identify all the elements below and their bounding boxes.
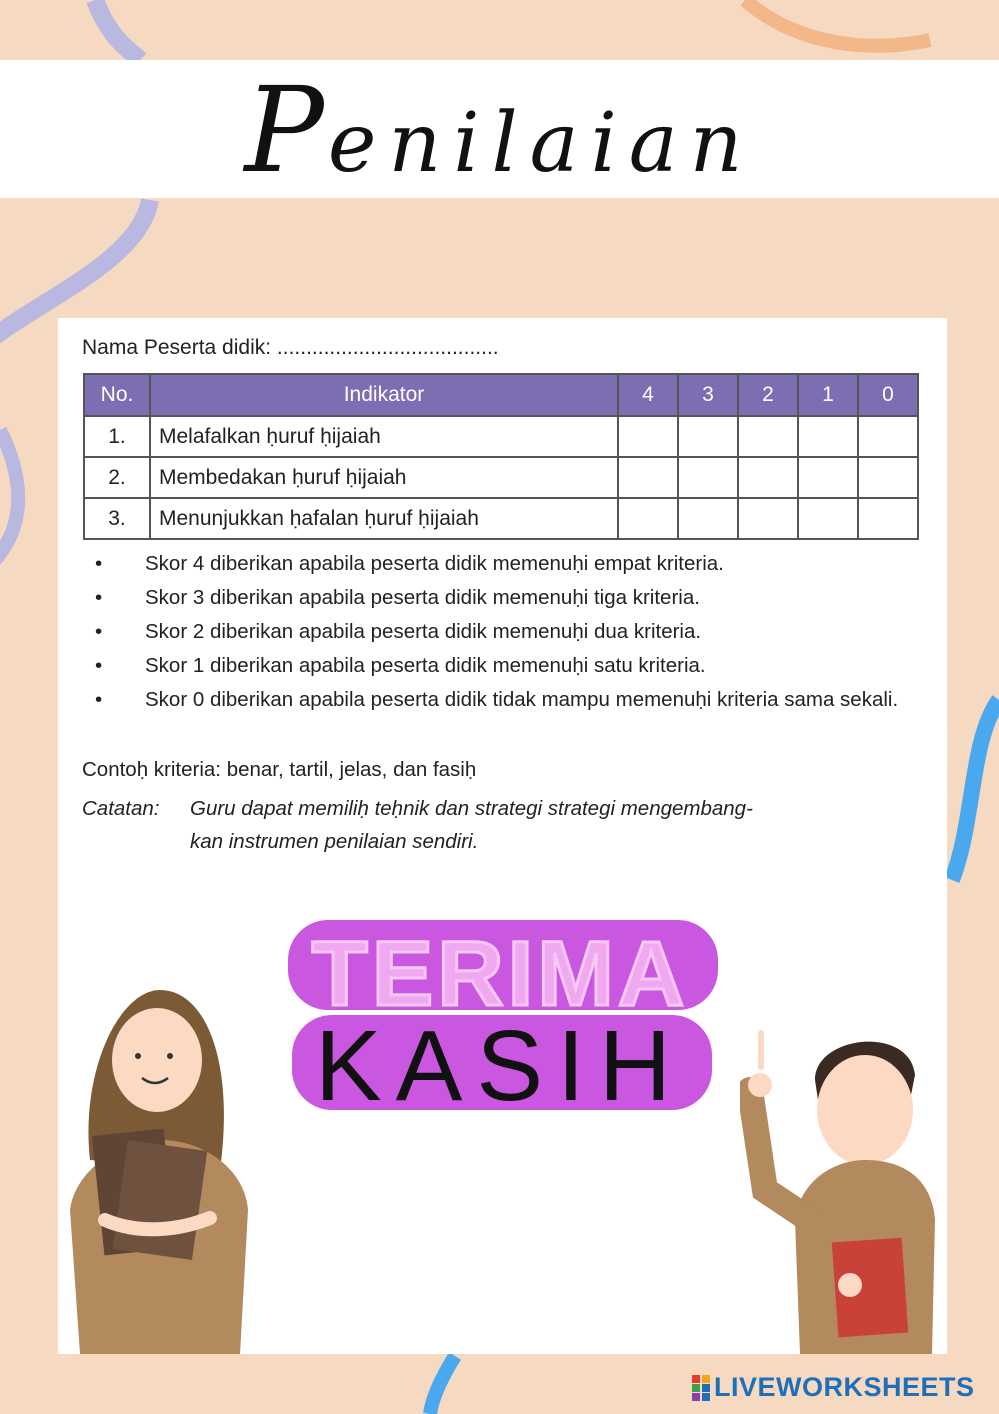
thanks-line-2: KASIH — [314, 1010, 686, 1122]
liveworksheets-logo-icon — [692, 1375, 710, 1401]
header-score-4: 4 — [618, 374, 678, 416]
teacher-note — [82, 792, 922, 858]
bullet: • — [95, 654, 103, 677]
bullet: • — [95, 620, 103, 643]
header-score-0: 0 — [858, 374, 918, 416]
student-name-label: Nama Peserta didik: ...................................... — [82, 336, 499, 359]
example-criteria: Contoḥ kriteria: benar, tartil, jelas, dan fasiḥ — [82, 758, 477, 781]
row-indicator: Membedakan ḥuruf ḥijaiah — [150, 457, 618, 498]
thank-you-sticker — [270, 900, 730, 1130]
table-row — [84, 457, 918, 498]
header-score-1: 1 — [798, 374, 858, 416]
row-indicator: Menunjukkan ḥafalan ḥuruf ḥijaiah — [150, 498, 618, 539]
scoring-criteria-list — [95, 547, 919, 717]
liveworksheets-brand — [692, 1372, 975, 1403]
score-cell-2[interactable] — [738, 457, 798, 498]
list-item: • Skor 3 diberikan apabila peserta didik memenuḥi tiga kriteria. — [95, 581, 919, 615]
score-cell-0[interactable] — [858, 498, 918, 539]
table-row — [84, 498, 918, 539]
score-cell-1[interactable] — [798, 457, 858, 498]
score-cell-4[interactable] — [618, 416, 678, 457]
row-number: 2. — [84, 457, 150, 498]
score-cell-4[interactable] — [618, 457, 678, 498]
list-item: • Skor 2 diberikan apabila peserta didik memenuḥi dua kriteria. — [95, 615, 919, 649]
score-cell-3[interactable] — [678, 416, 738, 457]
row-number: 1. — [84, 416, 150, 457]
note-label: Catatan: — [82, 797, 160, 820]
table-header-row — [84, 374, 918, 416]
header-score-2: 2 — [738, 374, 798, 416]
female-teacher-illustration — [60, 980, 260, 1354]
bullet: • — [95, 586, 103, 609]
score-cell-1[interactable] — [798, 416, 858, 457]
header-no: No. — [84, 374, 150, 416]
header-indicator: Indikator — [150, 374, 618, 416]
note-line-1: Guru dapat memiliḥ teḥnik dan strategi strategi mengembang- — [190, 797, 753, 820]
brand-name: LIVEWORKSHEETS — [714, 1372, 975, 1402]
header-score-3: 3 — [678, 374, 738, 416]
bullet: • — [95, 688, 103, 711]
note-line-2: kan instrumen penilaian sendiri. — [190, 830, 479, 853]
page-title: Penilaian — [244, 61, 755, 199]
score-cell-1[interactable] — [798, 498, 858, 539]
table-row — [84, 416, 918, 457]
list-item: • Skor 0 diberikan apabila peserta didik tidak mampu memenuḥi kriteria sama sekali. — [95, 683, 919, 717]
male-teacher-illustration — [740, 1020, 940, 1354]
thanks-line-1: TERIMA — [311, 923, 689, 1025]
score-cell-3[interactable] — [678, 498, 738, 539]
score-cell-2[interactable] — [738, 498, 798, 539]
assessment-table — [83, 373, 919, 540]
score-cell-4[interactable] — [618, 498, 678, 539]
bullet: • — [95, 552, 103, 575]
list-item: • Skor 4 diberikan apabila peserta didik memenuḥi empat kriteria. — [95, 547, 919, 581]
score-cell-0[interactable] — [858, 416, 918, 457]
row-number: 3. — [84, 498, 150, 539]
score-cell-3[interactable] — [678, 457, 738, 498]
row-indicator: Melafalkan ḥuruf ḥijaiah — [150, 416, 618, 457]
score-cell-0[interactable] — [858, 457, 918, 498]
list-item: • Skor 1 diberikan apabila peserta didik memenuḥi satu kriteria. — [95, 649, 919, 683]
score-cell-2[interactable] — [738, 416, 798, 457]
